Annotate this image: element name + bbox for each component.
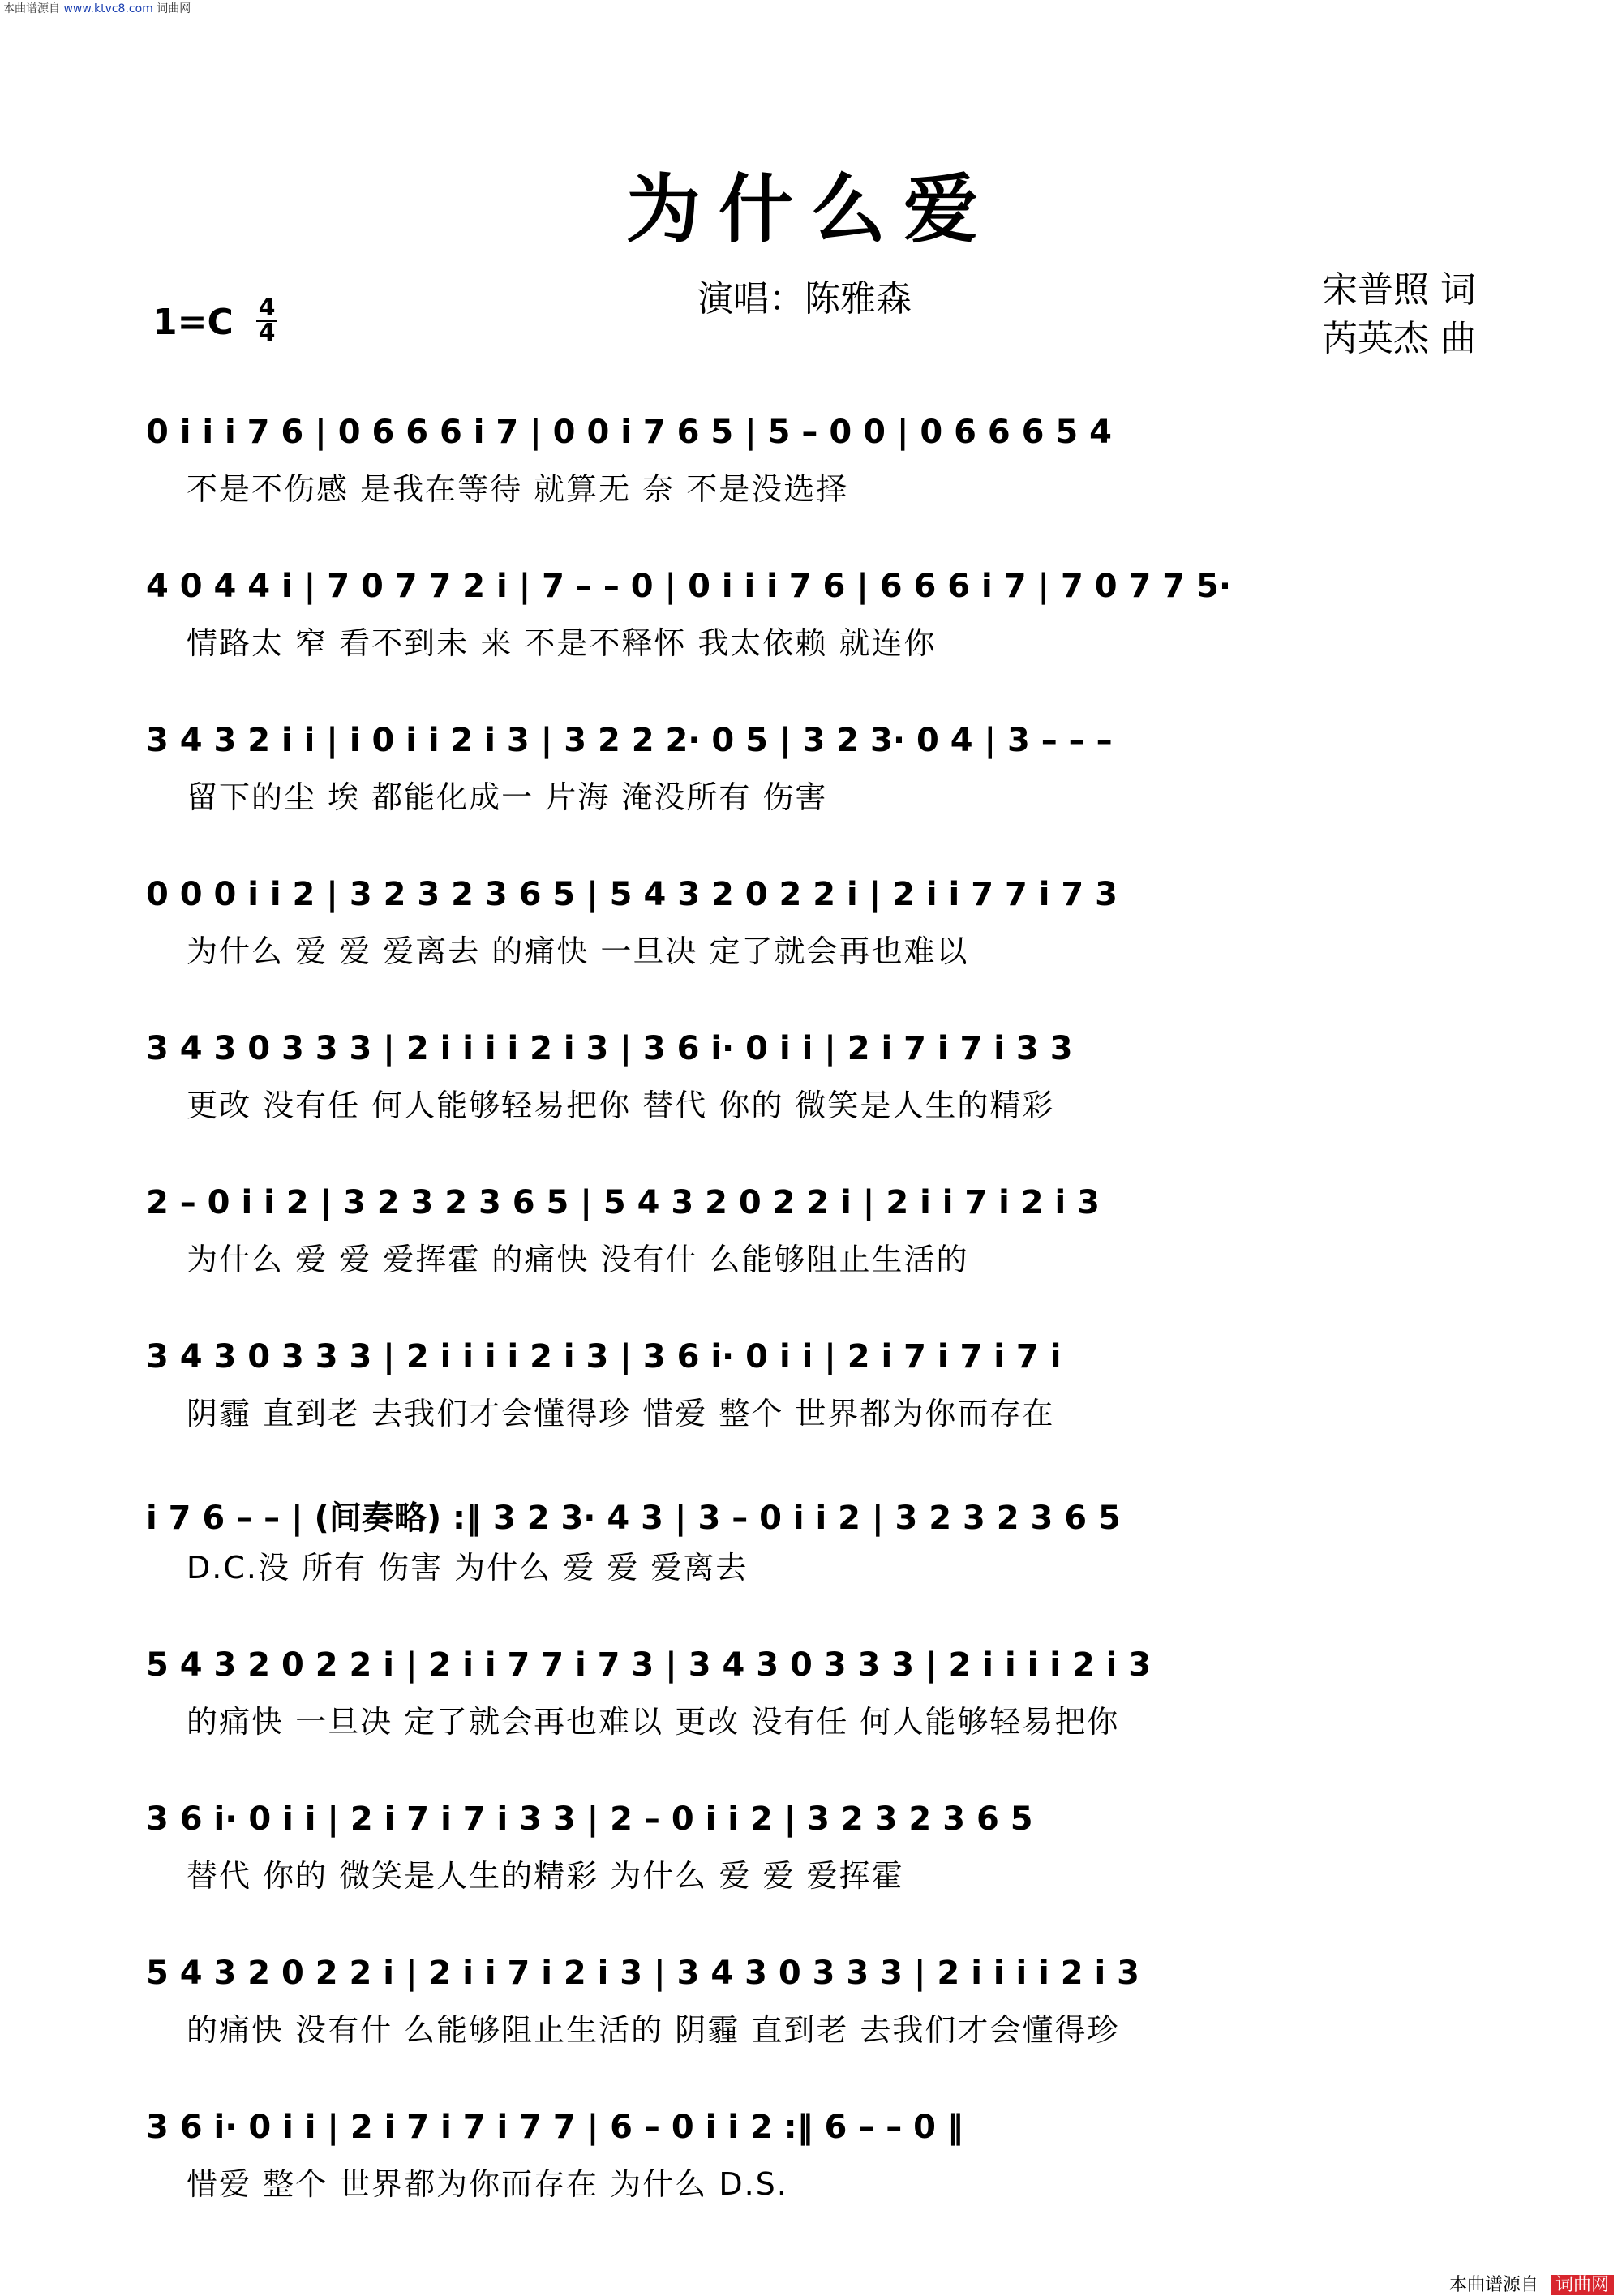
lyric-row: 的痛快 没有什 么能够阻止生活的 阴霾 直到老 去我们才会懂得珍 <box>187 2012 1120 2048</box>
bottom-watermark-text: 本曲谱源自 <box>1448 2275 1538 2295</box>
bottom-watermark <box>1449 2271 1614 2296</box>
notation-row: 2 – 0 i i 2 | 3 2 3 2 3 6 5 | 5 4 3 2 0 2 2 i | 2 i i 7 i 2 i 3 <box>146 1184 1100 1221</box>
time-signature-top: 4 <box>258 294 276 322</box>
lyric-row: 为什么 爱 爱 爱挥霍 的痛快 没有什 么能够阻止生活的 <box>187 1242 969 1277</box>
lyric-row: 替代 你的 微笑是人生的精彩 为什么 爱 爱 爱挥霍 <box>187 1858 904 1894</box>
lyricist-credit: 宋普照 词 <box>1322 269 1476 311</box>
top-watermark <box>3 0 191 16</box>
notation-row: 3 6 i· 0 i i | 2 i 7 i 7 i 3 3 | 2 – 0 i i 2 | 3 2 3 2 3 6 5 <box>146 1800 1033 1838</box>
lyric-row: 更改 没有任 何人能够轻易把你 替代 你的 微笑是人生的精彩 <box>187 1088 1055 1123</box>
time-signature <box>256 294 277 347</box>
notation-row: 3 4 3 2 i i | i 0 i i 2 i 3 | 3 2 2 2· 0 5 | 3 2 3· 0 4 | 3 – – – <box>146 722 1113 759</box>
composer-credit: 芮英杰 曲 <box>1322 318 1476 359</box>
lyric-row: 阴霾 直到老 去我们才会懂得珍 惜爱 整个 世界都为你而存在 <box>187 1396 1055 1431</box>
notation-row: 0 0 0 i i 2 | 3 2 3 2 3 6 5 | 5 4 3 2 0 2 2 i | 2 i i 7 7 i 7 3 <box>146 876 1118 913</box>
notation-row: 3 6 i· 0 i i | 2 i 7 i 7 i 7 7 | 6 – 0 i i 2 :‖ 6 – – 0 ‖ <box>146 2109 963 2146</box>
top-watermark-site: 本曲谱源自 <box>3 2 60 15</box>
lyric-row: 情路太 窄 看不到未 来 不是不释怀 我太依赖 就连你 <box>187 625 937 661</box>
lyric-row: 留下的尘 埃 都能化成一 片海 淹没所有 伤害 <box>187 779 828 815</box>
notation-row: 5 4 3 2 0 2 2 i | 2 i i 7 i 2 i 3 | 3 4 3 0 3 3 3 | 2 i i i i 2 i 3 <box>146 1955 1139 1992</box>
notation-row: 0 i i i 7 6 | 0 6 6 6 i 7 | 0 0 i 7 6 5 | 5 – 0 0 | 0 6 6 6 5 4 <box>146 414 1112 451</box>
lyric-row: 惜爱 整个 世界都为你而存在 为什么 D.S. <box>187 2166 788 2202</box>
top-watermark-url[interactable]: www.ktvc8.com <box>63 2 153 15</box>
notation-row: 5 4 3 2 0 2 2 i | 2 i i 7 7 i 7 3 | 3 4 3 0 3 3 3 | 2 i i i i 2 i 3 <box>146 1646 1152 1684</box>
top-watermark-name: 词曲网 <box>157 2 191 15</box>
lyric-row: 为什么 爱 爱 爱离去 的痛快 一旦决 定了就会再也难以 <box>187 933 969 969</box>
notation-row: 4 0 4 4 i | 7 0 7 7 2 i | 7 – – 0 | 0 i i i 7 6 | 6 6 6 i 7 | 7 0 7 7 5· <box>146 568 1232 605</box>
author-credits <box>1322 266 1476 363</box>
lyric-row: D.C.没 所有 伤害 为什么 爱 爱 爱离去 <box>187 1550 749 1586</box>
notation-row: i 7 6 – – | (间奏略) :‖ 3 2 3· 4 3 | 3 – 0 i i 2 | 3 2 3 2 3 6 5 <box>146 1500 1121 1537</box>
notation-row: 3 4 3 0 3 3 3 | 2 i i i i 2 i 3 | 3 6 i· 0 i i | 2 i 7 i 7 i 7 i <box>146 1338 1062 1375</box>
notation-row: 3 4 3 0 3 3 3 | 2 i i i i 2 i 3 | 3 6 i· 0 i i | 2 i 7 i 7 i 3 3 <box>146 1030 1073 1067</box>
key-signature: 1=C <box>152 302 234 343</box>
singer-credit: 演唱：陈雅森 <box>697 278 912 320</box>
bottom-watermark-badge: 词曲网 <box>1551 2275 1614 2295</box>
lyric-row: 不是不伤感 是我在等待 就算无 奈 不是没选择 <box>187 471 849 507</box>
lyric-row: 的痛快 一旦决 定了就会再也难以 更改 没有任 何人能够轻易把你 <box>187 1704 1120 1740</box>
song-title: 为什么爱 <box>625 165 996 253</box>
time-signature-bottom: 4 <box>256 320 277 345</box>
